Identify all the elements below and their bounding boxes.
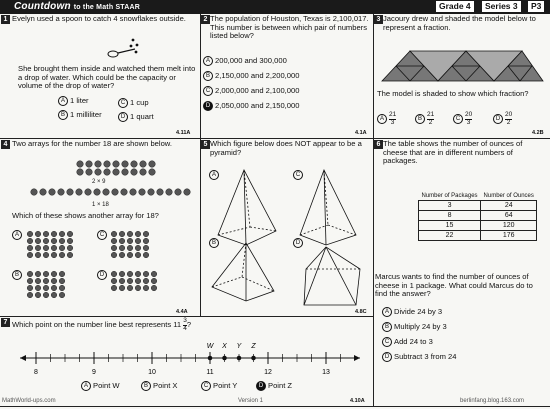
array-dot [86, 169, 93, 176]
series-badge: Series 3 [482, 1, 521, 12]
array-dot [67, 252, 73, 258]
array-dot [43, 252, 49, 258]
array-dot [143, 231, 149, 237]
array-dot [51, 285, 57, 291]
array-dot [127, 238, 133, 244]
fraction-denominator: 3 [390, 118, 395, 126]
option-letter: C [203, 86, 213, 96]
array-dot [119, 285, 125, 291]
standard-code: 4.1A [355, 130, 367, 136]
option-letter: A [203, 56, 213, 66]
point-label: Z [251, 343, 256, 350]
array-dot [27, 252, 33, 258]
array-dot [149, 169, 156, 176]
fraction [505, 112, 512, 126]
array-dot [43, 278, 49, 284]
array-dot [59, 252, 65, 258]
array-dot [135, 271, 141, 277]
tick-label: 11 [206, 369, 214, 376]
q4-question: Which of these shows another array for 18? [12, 211, 159, 220]
array-dot [67, 231, 73, 237]
option-text: Add 24 to 3 [394, 337, 433, 346]
point-label: Y [236, 343, 242, 350]
array-dot [148, 189, 155, 196]
table-row [419, 211, 537, 221]
option-letter: B [209, 238, 219, 248]
q4-text: Two arrays for the number 18 are shown below. [12, 139, 172, 148]
q1-text: Evelyn used a spoon to catch 4 snowflakes outside. [12, 14, 186, 23]
shaded-triangles-model [380, 49, 545, 83]
grade-badge: Grade 4 [436, 1, 474, 12]
array-dot [151, 285, 157, 291]
table-row [419, 231, 537, 241]
array-dot [143, 245, 149, 251]
array-dot [49, 189, 56, 196]
answer-arrays [22, 230, 198, 310]
option-text: 1 milliliter [70, 110, 102, 119]
array-dot [130, 189, 137, 196]
number-line-point [251, 356, 256, 361]
table-row [419, 221, 537, 231]
array-dot [104, 161, 111, 168]
option-letter: A [209, 170, 219, 180]
array-dot [113, 161, 120, 168]
table-cell: 22 [419, 231, 481, 241]
array-dot [111, 238, 117, 244]
array-dot [27, 292, 33, 298]
array-dot [119, 231, 125, 237]
question-number: 5 [201, 140, 210, 149]
option-letter: B [12, 270, 22, 280]
array-dot [51, 245, 57, 251]
option-letter: C [201, 381, 211, 391]
array-dot [67, 238, 73, 244]
table-row [419, 201, 537, 211]
array-dot [59, 278, 65, 284]
array-dot [119, 245, 125, 251]
option-text: Point Y [213, 381, 238, 390]
q1-option-c[interactable] [118, 98, 149, 108]
footer-left: MathWorld-ups.com [2, 398, 56, 404]
question-number: 4 [1, 140, 10, 149]
question-number: 2 [201, 15, 210, 24]
q7-option-c[interactable] [201, 381, 237, 391]
option-letter: D [493, 114, 503, 124]
option-text: 1 quart [130, 112, 154, 121]
array-dot [111, 231, 117, 237]
fraction-denominator: 3 [466, 118, 471, 126]
table-cell: 24 [481, 201, 537, 211]
option-letter: B [58, 110, 68, 120]
number-line-point [208, 356, 213, 361]
array-dot [143, 252, 149, 258]
option-letter: B [415, 114, 425, 124]
array-dot [43, 271, 49, 277]
option-text: Divide 24 by 3 [394, 307, 443, 316]
array-dot [103, 189, 110, 196]
array-dot [149, 161, 156, 168]
array-dot [43, 292, 49, 298]
array-dot [35, 271, 41, 277]
option-text: Point W [93, 381, 120, 390]
array-dot [143, 238, 149, 244]
array-dot [27, 231, 33, 237]
fraction [465, 112, 472, 126]
q6-text: The table shows the number of ounces of cheese that are in different numbers of packages. [383, 139, 523, 166]
number-line [20, 338, 360, 378]
option-letter: C [453, 114, 463, 124]
option-letter: C [97, 230, 107, 240]
array-dot [119, 271, 125, 277]
fraction [389, 112, 396, 126]
array-dot [35, 231, 41, 237]
table-cell: 3 [419, 201, 481, 211]
array-dot [77, 161, 84, 168]
tick-label: 10 [148, 369, 156, 376]
table-cell: 8 [419, 211, 481, 221]
array-dot [27, 245, 33, 251]
fraction [183, 318, 187, 332]
q2-text: The population of Houston, Texas is 2,100,017. This number is between which pair of numbers listed below? [210, 14, 369, 41]
array-dot [111, 278, 117, 284]
array-dot [67, 245, 73, 251]
option-text: 200,000 and 300,000 [215, 56, 287, 65]
worksheet-title [14, 1, 140, 12]
array-dot [119, 278, 125, 284]
array-dot [51, 271, 57, 277]
option-text: Point X [153, 381, 178, 390]
fraction-denominator: 4 [183, 324, 187, 332]
question-number: 6 [374, 140, 383, 149]
fraction-denominator: 2 [506, 118, 511, 126]
q3-question: The model is shaded to show which fraction? [377, 89, 529, 98]
array-dot [127, 252, 133, 258]
header-bar [0, 0, 550, 14]
array-dot [35, 285, 41, 291]
option-letter: A [12, 230, 22, 240]
option-letter: C [293, 170, 303, 180]
array-dot [59, 271, 65, 277]
q6-option-d[interactable] [382, 352, 456, 362]
q1-option-d[interactable] [118, 112, 154, 122]
option-text: Multiply 24 by 3 [394, 322, 447, 331]
divider-v2 [373, 14, 374, 406]
option-letter: D [97, 270, 107, 280]
array-dot [58, 189, 65, 196]
option-letter: D [118, 112, 128, 122]
array-dot [51, 252, 57, 258]
array-dot [143, 271, 149, 277]
title-sub: to the Math STAAR [73, 4, 141, 11]
fraction-numerator: 21 [389, 111, 397, 118]
array-dot [95, 161, 102, 168]
array-dot [111, 252, 117, 258]
q6-option-b[interactable] [382, 322, 447, 332]
array-dot [121, 189, 128, 196]
option-letter: B [141, 381, 151, 391]
q2-option-a[interactable] [203, 56, 287, 66]
option-text: 2,000,000 and 2,100,000 [215, 86, 300, 95]
array-dot [135, 245, 141, 251]
array-dot [131, 161, 138, 168]
array-dot [35, 238, 41, 244]
footer-right: berlinfang.blog.163.com [460, 398, 525, 404]
fraction [427, 112, 434, 126]
array-dot [111, 245, 117, 251]
option-letter: A [377, 114, 387, 124]
q5-text: Which figure below does NOT appear to be a pyramid? [210, 139, 362, 157]
q3-text: Jacoury drew and shaded the model below to represent a fraction. [383, 14, 536, 32]
array-dot [104, 169, 111, 176]
array-dot [140, 169, 147, 176]
spoon-snowflakes-icon [105, 36, 145, 62]
array-dot [119, 252, 125, 258]
fraction-numerator: 20 [505, 111, 513, 118]
cheese-table [418, 193, 537, 241]
number-line-point [237, 356, 242, 361]
example-arrays [30, 160, 200, 204]
array-dot [27, 238, 33, 244]
array-dot [135, 238, 141, 244]
option-letter: A [382, 307, 392, 317]
array-dot [43, 285, 49, 291]
array-dot [85, 189, 92, 196]
fraction-numerator: 20 [465, 111, 473, 118]
option-text: Subtract 3 from 24 [394, 352, 457, 361]
q7-text-main: Which point on the number line best represents 11 [12, 320, 182, 329]
array-dot [112, 189, 119, 196]
array-dot [140, 161, 147, 168]
array-dot [127, 285, 133, 291]
q3-option-d[interactable] [493, 112, 512, 126]
q7-option-d[interactable] [256, 381, 292, 391]
option-text: 2,150,000 and 2,200,000 [215, 71, 300, 80]
q2-option-d[interactable] [203, 101, 299, 111]
q1-option-a[interactable] [58, 96, 89, 106]
array-dot [175, 189, 182, 196]
array-dot [122, 161, 129, 168]
array-dot [157, 189, 164, 196]
array-dot [35, 292, 41, 298]
pyramid-figures [206, 165, 372, 313]
array-dot [59, 285, 65, 291]
standard-code: 4.11A [176, 130, 191, 136]
q3-option-c[interactable] [453, 112, 472, 126]
array-dot [166, 189, 173, 196]
option-text: 2,050,000 and 2,150,000 [215, 101, 300, 110]
array-label-1x18: 1 × 18 [92, 202, 109, 208]
array-dot [143, 285, 149, 291]
tick-label: 13 [322, 369, 330, 376]
tick-label: 9 [92, 369, 96, 376]
option-letter: C [382, 337, 392, 347]
array-dot [51, 292, 57, 298]
array-dot [94, 189, 101, 196]
option-letter: C [118, 98, 128, 108]
array-dot [35, 252, 41, 258]
table-cell: 15 [419, 221, 481, 231]
tick-label: 12 [264, 369, 272, 376]
array-dot [135, 252, 141, 258]
array-dot [77, 169, 84, 176]
option-letter: B [203, 71, 213, 81]
fraction-denominator: 2 [428, 118, 433, 126]
array-dot [143, 278, 149, 284]
array-dot [27, 285, 33, 291]
array-dot [27, 278, 33, 284]
array-dot [111, 271, 117, 277]
q7-text: Which point on the number line best represents 11 $\frac{3}{4}$ ? [12, 317, 192, 332]
standard-code: 4.10A [350, 398, 365, 404]
array-dot [43, 238, 49, 244]
q3-option-b[interactable] [415, 112, 434, 126]
question-number: 1 [1, 15, 10, 24]
point-label: W [206, 343, 214, 350]
table-cell: 64 [481, 211, 537, 221]
array-dot [151, 271, 157, 277]
option-text: Point Z [268, 381, 293, 390]
col-header-packages: Number of Packages [421, 193, 478, 199]
q3-option-a[interactable] [377, 112, 396, 126]
option-letter: B [382, 322, 392, 332]
option-letter: D [293, 238, 303, 248]
q7-option-a[interactable] [81, 381, 120, 391]
option-text: 1 liter [70, 96, 89, 105]
option-letter: A [81, 381, 91, 391]
array-dot [113, 169, 120, 176]
arrow-left-icon [20, 355, 26, 361]
standard-code: 4.8C [355, 309, 367, 315]
option-letter: D [203, 101, 213, 111]
array-dot [184, 189, 191, 196]
fraction-numerator: 21 [427, 111, 435, 118]
array-dot [27, 271, 33, 277]
col-header-ounces: Number of Ounces [483, 193, 534, 199]
q2-option-c[interactable] [203, 86, 299, 96]
option-letter: A [58, 96, 68, 106]
array-dot [40, 189, 47, 196]
array-dot [131, 169, 138, 176]
array-dot [76, 189, 83, 196]
array-dot [35, 278, 41, 284]
array-dot [119, 238, 125, 244]
q1-question: She brought them inside and watched them melt into a drop of water. Which could be the capacity or volume of the drop of water? [18, 64, 196, 91]
array-dot [59, 231, 65, 237]
q6-option-c[interactable] [382, 337, 433, 347]
array-dot [43, 231, 49, 237]
question-number: 7 [1, 318, 10, 327]
array-dot [43, 245, 49, 251]
q1-option-b[interactable] [58, 110, 102, 120]
array-dot [127, 271, 133, 277]
table-cell: 120 [481, 221, 537, 231]
page-badge: P3 [528, 1, 544, 12]
array-dot [151, 278, 157, 284]
array-dot [122, 169, 129, 176]
footer-mid: Version 1 [238, 398, 264, 404]
divider-v1 [200, 14, 201, 316]
array-dot [127, 231, 133, 237]
array-dot [59, 292, 65, 298]
tick-label: 8 [34, 369, 38, 376]
array-dot [127, 245, 133, 251]
array-dot [67, 189, 74, 196]
array-dot [59, 245, 65, 251]
array-dot [51, 231, 57, 237]
fraction-numerator: 3 [183, 317, 187, 324]
option-letter: D [256, 381, 266, 391]
title-main: Countdown [14, 1, 71, 12]
array-dot [31, 189, 38, 196]
question-number: 3 [374, 15, 383, 24]
array-dot [51, 238, 57, 244]
standard-code: 4.4A [176, 309, 188, 315]
option-text: 1 cup [130, 98, 149, 107]
array-dot [51, 278, 57, 284]
q7-option-b[interactable] [141, 381, 177, 391]
array-label-2x9: 2 × 9 [92, 179, 106, 185]
array-dot [135, 278, 141, 284]
array-dot [139, 189, 146, 196]
table-cell: 176 [481, 231, 537, 241]
q6-question: Marcus wants to find the number of ounces of cheese in 1 package. What could Marcus do to find the answer? [375, 272, 533, 299]
divider-h3 [0, 406, 550, 407]
number-line-point [222, 356, 227, 361]
array-dot [127, 278, 133, 284]
array-dot [59, 238, 65, 244]
array-dot [35, 245, 41, 251]
point-label: X [222, 343, 227, 350]
array-dot [135, 285, 141, 291]
array-dot [111, 285, 117, 291]
option-letter: D [382, 352, 392, 362]
array-dot [95, 169, 102, 176]
standard-code: 4.2B [532, 130, 544, 136]
q6-option-a[interactable] [382, 307, 442, 317]
q2-option-b[interactable] [203, 71, 299, 81]
array-dot [135, 231, 141, 237]
arrow-right-icon [354, 355, 360, 361]
array-dot [86, 161, 93, 168]
